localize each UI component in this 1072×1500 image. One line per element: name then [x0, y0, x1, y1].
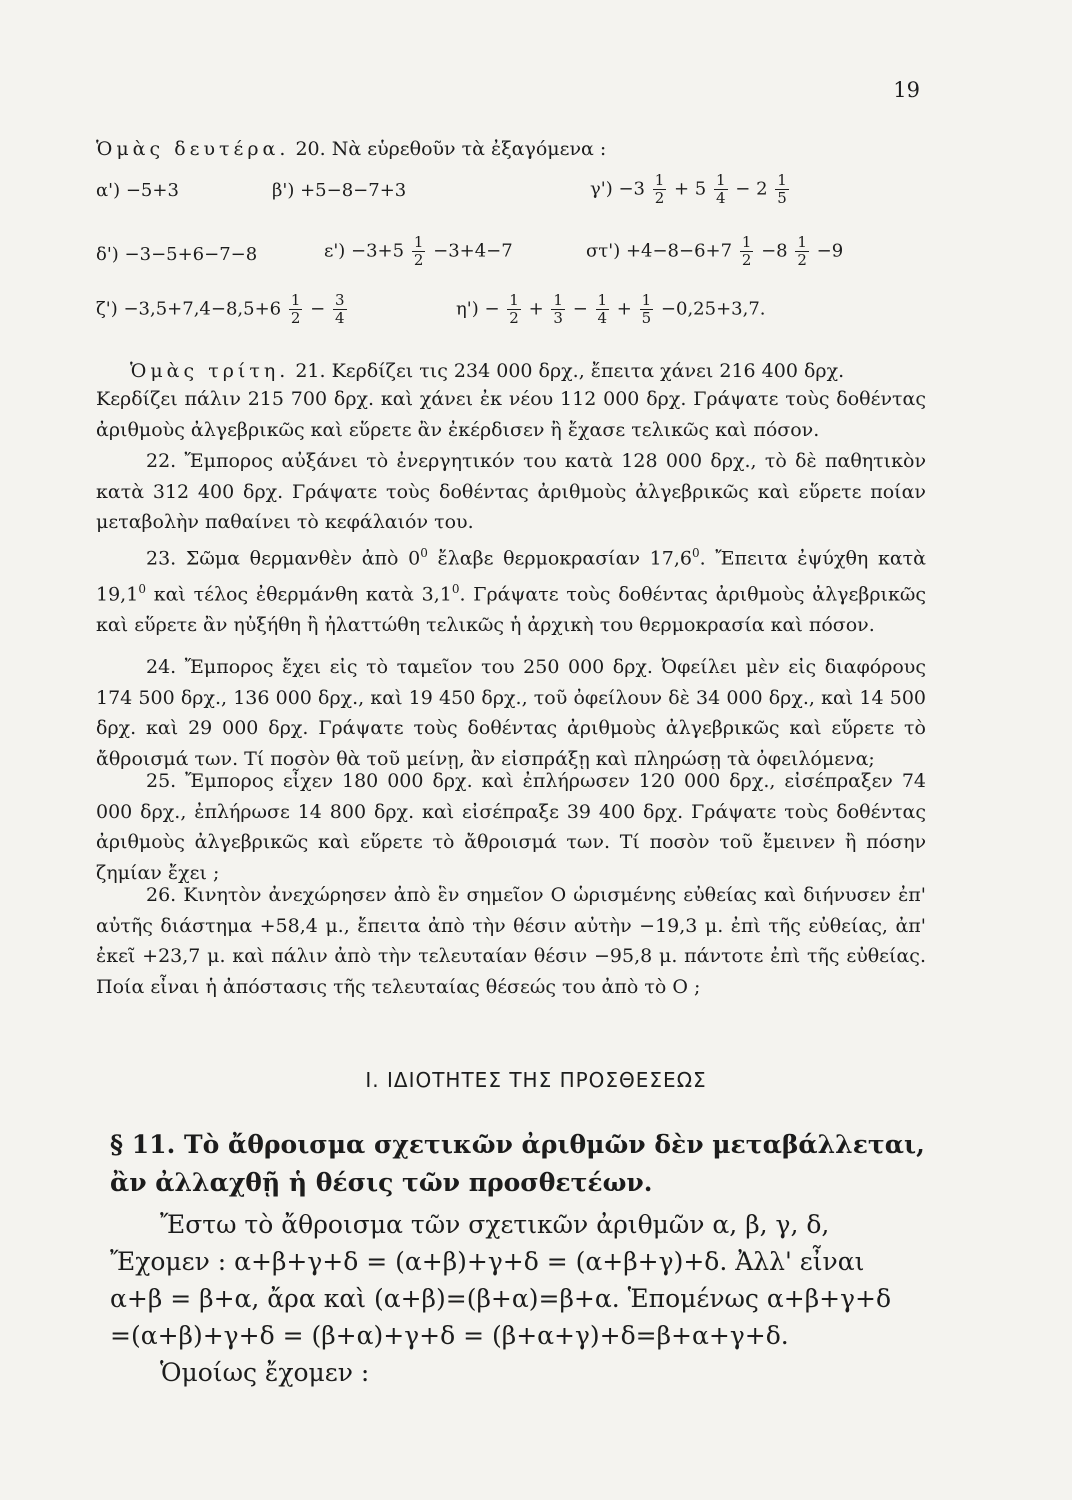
exercise-h-suffix: −0,25+3,7. — [660, 298, 766, 320]
section-title: Τὸ ἄθροισμα σχετικῶν ἀριθμῶν δὲν μεταβάλλεται, ἂν ἀλλαχθῇ ἡ θέσις τῶν προσθετέων. — [110, 1130, 925, 1197]
exercise-h — [456, 292, 766, 327]
exercise-z-mid: − — [310, 298, 326, 320]
fraction: $\frac{3}{4}$ — [334, 291, 345, 327]
exercise-z-prefix: ζ') −3,5+7,4−8,5+6 — [96, 298, 282, 320]
exercise-g — [590, 172, 791, 207]
degree-sign: 0 — [451, 581, 460, 596]
exercise-a: α') −5+3 — [96, 180, 179, 201]
exercise-d: δ') −3−5+6−7−8 — [96, 244, 258, 265]
fraction: $\frac{1}{2}$ — [654, 171, 665, 207]
body-line-2: Ἔχομεν : α+β+γ+δ = (α+β)+γ+δ = (α+β+γ)+δ. Ἀλλ' εἶναι — [110, 1247, 865, 1276]
exercise-21-text: 21. Κερδίζει τις 234 000 δρχ., ἔπειτα χάνει 216 400 δρχ. — [295, 360, 845, 382]
exercise-g-mid1: + 5 — [674, 178, 707, 200]
exercise-row-2 — [96, 233, 926, 290]
exercise-st — [586, 234, 843, 269]
fraction: $\frac{1}{2}$ — [797, 233, 807, 269]
group2-heading — [96, 138, 606, 160]
fraction: $\frac{1}{2}$ — [509, 291, 519, 327]
fraction: $\frac{1}{5}$ — [777, 171, 787, 207]
fraction: $\frac{1}{2}$ — [290, 291, 301, 327]
exercise-h-op: + — [616, 298, 632, 320]
degree-sign: 0 — [692, 546, 700, 560]
exercise-b: β') +5−8−7+3 — [272, 180, 407, 201]
exercise-row-3 — [96, 291, 926, 346]
exercise-z — [96, 292, 349, 327]
exercise-e-suffix: −3+4−7 — [433, 240, 513, 262]
exercise-e-prefix: ε') −3+5 — [324, 240, 405, 262]
exercise-st-mid: −8 — [761, 240, 788, 262]
section-number: § 11. — [110, 1130, 176, 1159]
exercise-st-prefix: στ') +4−8−6+7 — [586, 240, 733, 262]
exercise-st-suffix: −9 — [816, 240, 844, 262]
fraction: $\frac{1}{4}$ — [716, 171, 726, 207]
exercise-e — [324, 234, 513, 269]
group3-heading — [130, 360, 844, 382]
exercise-21-continued: Κερδίζει πάλιν 215 700 δρχ. καὶ χάνει ἐκ νέου 112 000 δρχ. Γράψατε τοὺς δοθέντας ἀριθμοὺς ἀλγεβρικῶς καὶ εὕρετε ἂν ἐκέρδισεν ἢ ἔχασε τελικῶς καὶ πόσον. — [96, 388, 926, 441]
chapter-heading: I. ΙΔΙΟΤΗΤΕΣ ΤΗΣ ΠΡΟΣΘΕΣΕΩΣ — [365, 1068, 707, 1092]
degree-sign: 0 — [138, 581, 146, 596]
exercise-h-op: − — [572, 298, 588, 320]
fraction: $\frac{1}{5}$ — [641, 291, 652, 327]
fraction: $\frac{1}{3}$ — [553, 291, 563, 327]
exercise-g-mid2: − 2 — [735, 178, 768, 200]
exercise-g-prefix: γ') −3 — [590, 178, 645, 200]
body-line-3: α+β = β+α, ἄρα καὶ (α+β)=(β+α)=β+α. Ἑπομένως α+β+γ+δ — [110, 1284, 892, 1313]
body-line-1: Ἔστω τὸ ἄθροισμα τῶν σχετικῶν ἀριθμῶν α, β, γ, δ, — [160, 1210, 830, 1239]
fraction: $\frac{1}{2}$ — [413, 233, 424, 269]
exercise-row-1 — [96, 171, 926, 226]
exercise-22: 22. Ἔμπορος αὐξάνει τὸ ἐνεργητικόν του κατὰ 128 000 δρχ., τὸ δὲ παθητικὸν κατὰ 312 400 δρχ. Γράψατε τοὺς δοθέντας ἀριθμοὺς ἀλγεβρικῶς καὶ εὕρετε ποίαν μεταβολὴν παθαίνει τὸ κεφάλαιόν του. — [96, 450, 926, 533]
degree-sign: 0 — [420, 546, 428, 560]
exercise-25: 25. Ἔμπορος εἶχεν 180 000 δρχ. καὶ ἐπλήρωσεν 120 000 δρχ., εἰσέπραξεν 74 000 δρχ., ἐπλήρωσε 14 800 δρχ. καὶ εἰσέπραξε 39 400 δρχ. Γράψατε τοὺς δοθέντας ἀριθμοὺς ἀλγεβρικῶς καὶ εὕρετε τὸ ἄθροισμά των. Τί ποσὸν τοῦ ἔμεινεν ἢ πόσην ζημίαν ἔχει ; — [96, 770, 926, 884]
exercise-23: 23. Σῶμα θερμανθὲν ἀπὸ $0^0$ ἔλαβε θερμοκρασίαν 17,6$^0$. Ἔπειτα ἐψύχθη κατὰ 19,1$^0$ καὶ τέλος ἐθερμάνθη κατὰ $3,1^0$. Γράψατε τοὺς δοθέντας ἀριθμοὺς ἀλγεβρικῶς καὶ εὕρετε ἂν ηὐξήθη ἢ ἠλαττώθη τελικῶς ἡ ἀρχικὴ του θερμοκρασία καὶ πόσον. — [96, 546, 926, 636]
exercise-h-op: + — [528, 298, 544, 320]
body-line-5: Ὁμοίως ἔχομεν : — [160, 1358, 370, 1387]
body-line-4: =(α+β)+γ+δ = (β+α)+γ+δ = (β+α+γ)+δ=β+α+γ+δ. — [110, 1321, 789, 1350]
exercise-20-text: 20. Νὰ εὑρεθοῦν τὰ ἐξαγόμενα : — [295, 138, 607, 160]
exercise-24: 24. Ἔμπορος ἔχει εἰς τὸ ταμεῖον του 250 000 δρχ. Ὀφείλει μὲν εἰς διαφόρους 174 500 δρχ., 136 000 δρχ., καὶ 19 450 δρχ., τοῦ ὀφείλουν δὲ 34 000 δρχ., καὶ 14 500 δρχ. καὶ 29 000 δρχ. Γράψατε τοὺς δοθέντας ἀριθμοὺς ἀλγεβρικῶς καὶ εὕρετε τὸ ἄθροισμά των. Τί ποσὸν θὰ τοῦ μείνῃ, ἂν εἰσπράξῃ καὶ πληρώσῃ τὰ ὀφειλόμενα; — [96, 656, 926, 770]
exercise-26: 26. Κινητὸν ἀνεχώρησεν ἀπὸ ἓν σημεῖον Ο ὡρισμένης εὐθείας καὶ διήνυσεν ἐπ' αὐτῆς διάστημα +58,4 μ., ἔπειτα ἀπὸ τὴν θέσιν αὐτὴν −19,3 μ. ἐπὶ τῆς εὐθείας, ἀπ' ἐκεῖ +23,7 μ. καὶ πάλιν ἀπὸ τὴν τελευταίαν θέσιν −95,8 μ. πάντοτε ἐπὶ τῆς εὐθείας. Ποία εἶναι ἡ ἀπόστασις τῆς τελευταίας θέσεώς του ἀπὸ τὸ Ο ; — [96, 884, 926, 998]
exercise-h-prefix: η') − — [456, 298, 500, 320]
fraction: $\frac{1}{4}$ — [597, 291, 608, 327]
group2-label: Ὁμὰς δευτέρα. — [96, 138, 290, 160]
group3-label: Ὁμὰς τρίτη. — [130, 360, 290, 382]
page-number: 19 — [893, 78, 920, 102]
fraction: $\frac{1}{2}$ — [741, 233, 752, 269]
section-heading — [110, 1126, 940, 1202]
